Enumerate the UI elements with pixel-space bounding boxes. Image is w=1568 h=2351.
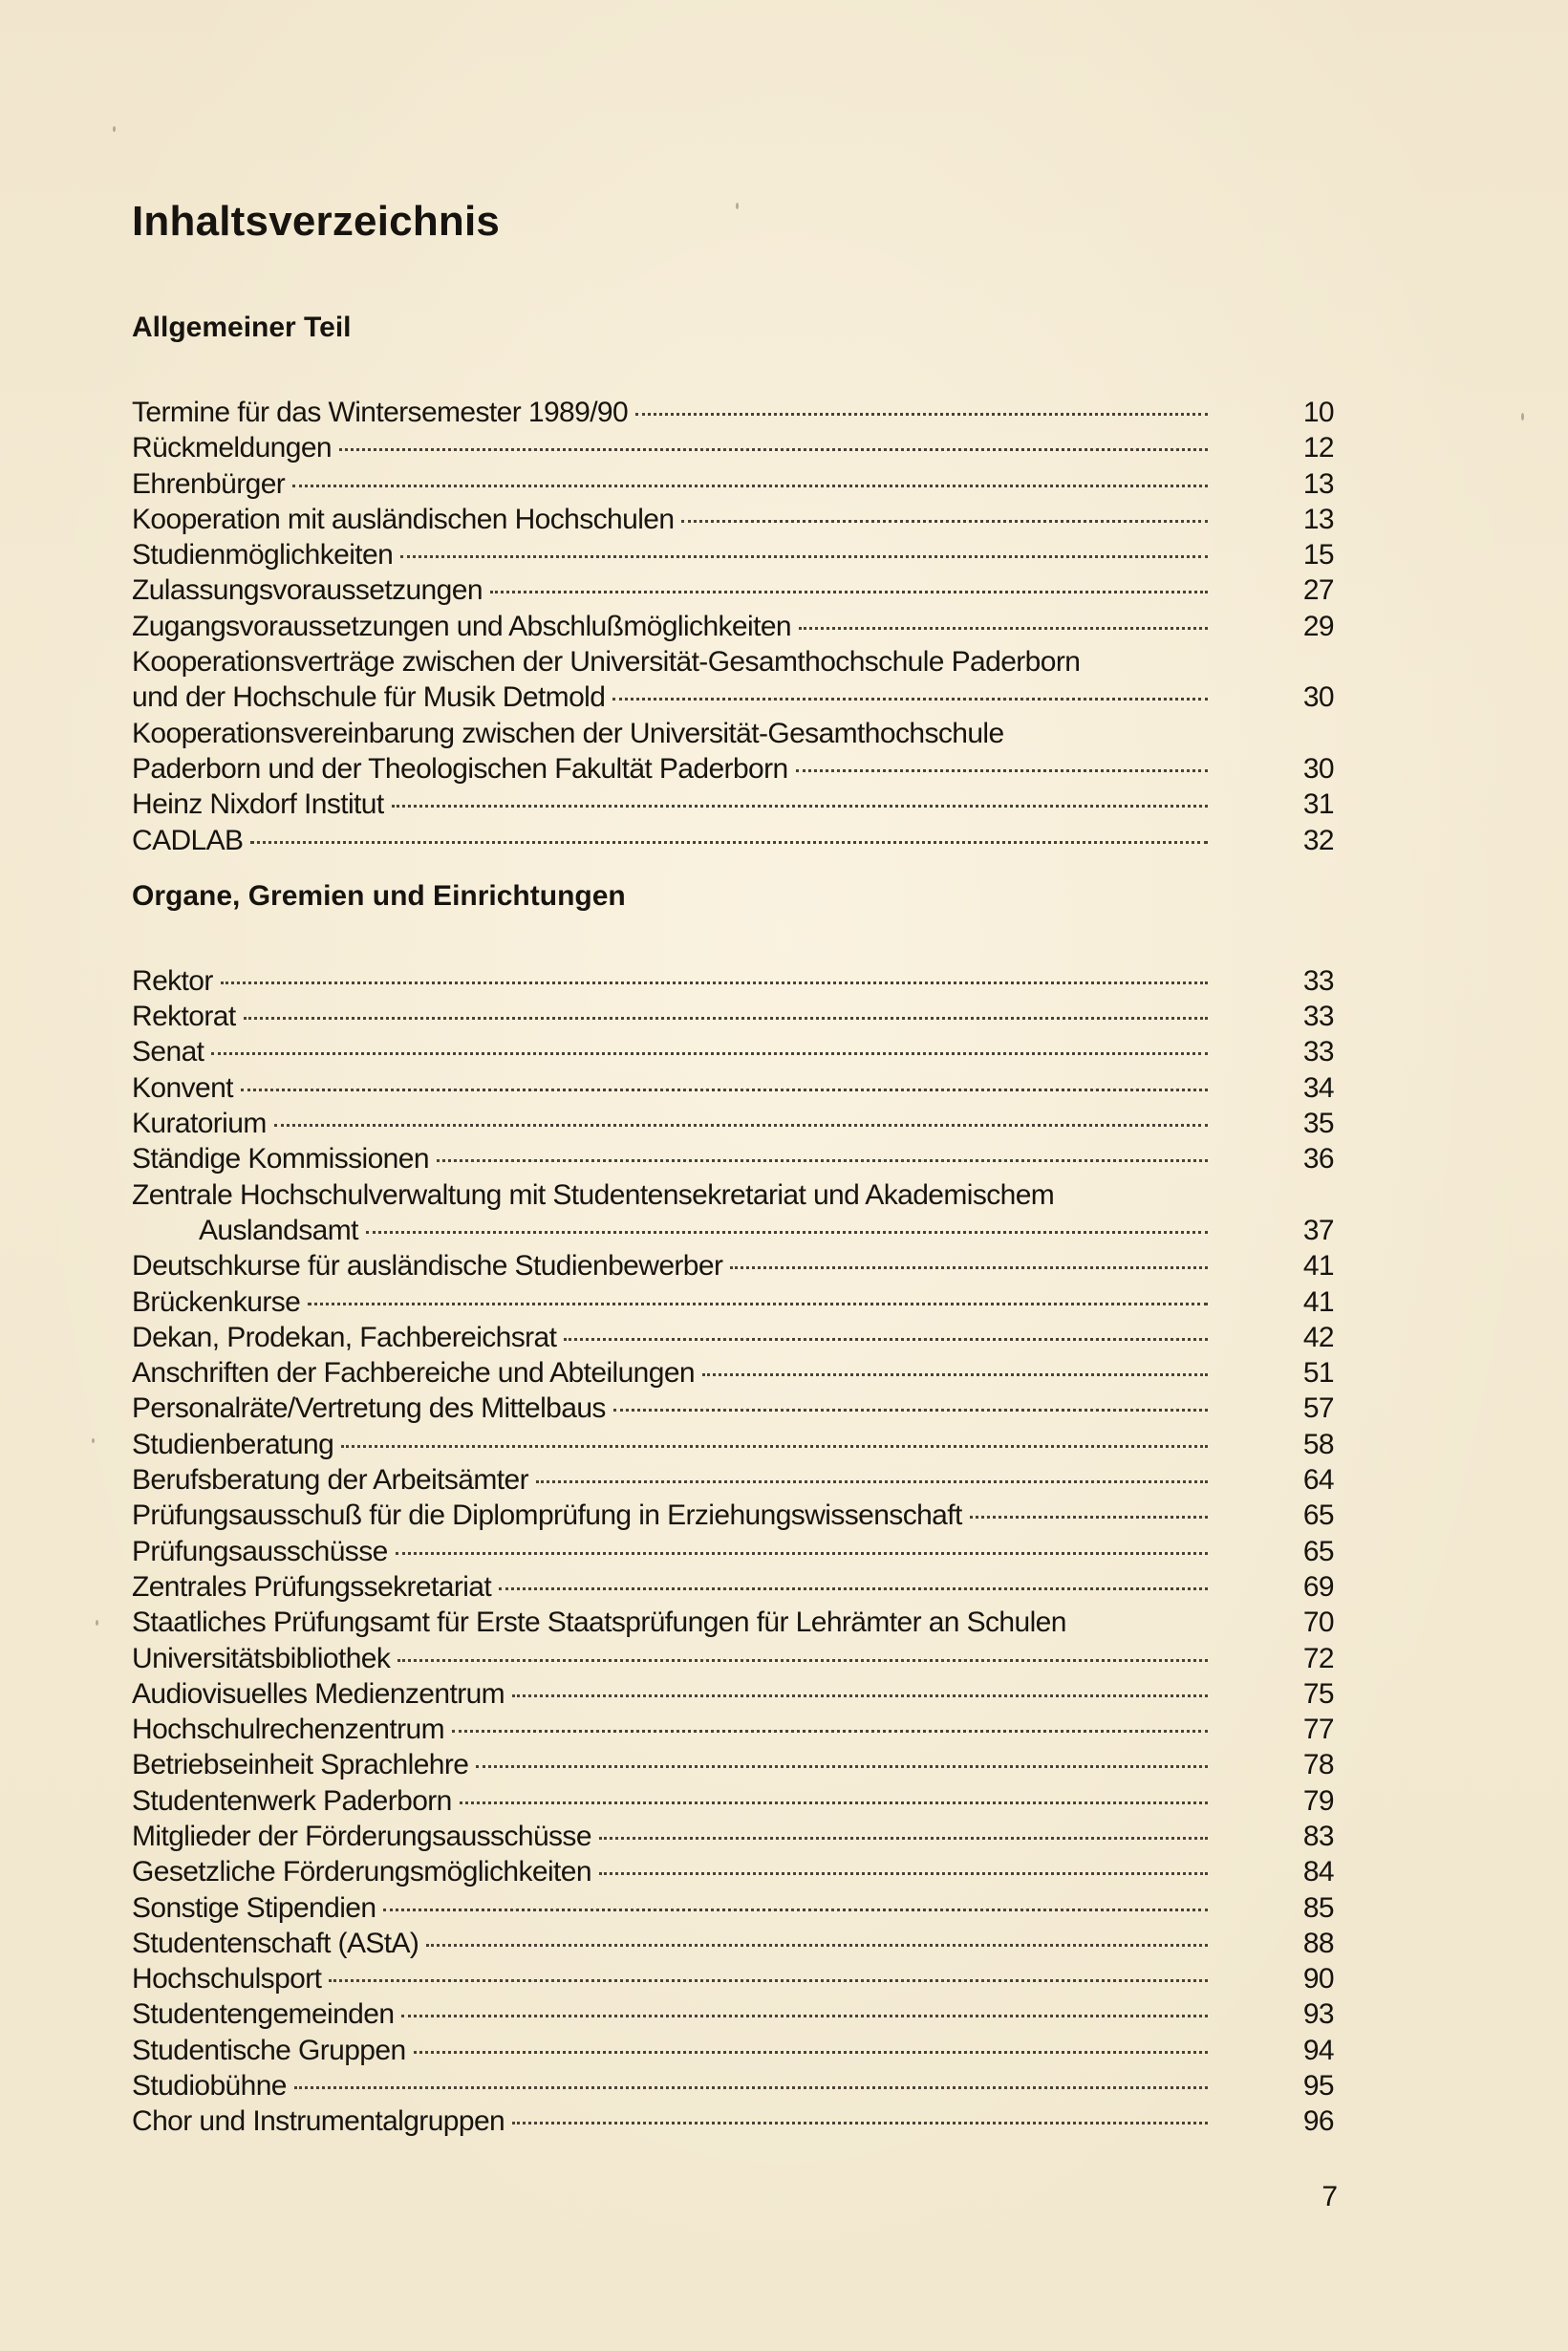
entry-title: Studentengemeinden [132, 1998, 395, 2031]
toc-entry [132, 716, 1334, 787]
paper-speck [113, 126, 116, 132]
entry-page-number: 33 [1302, 1001, 1334, 1033]
entry-title-row [132, 1854, 1210, 1889]
entry-title-row [132, 1070, 1210, 1106]
dot-leader [681, 520, 1208, 523]
entry-title-row [132, 1961, 1210, 1996]
entry-page-number: 96 [1302, 2105, 1334, 2138]
section-heading: Organe, Gremien und Einrichtungen [132, 879, 626, 912]
toc-entry [132, 963, 1334, 999]
toc-entry [132, 1498, 1334, 1533]
entry-title: Studentische Gruppen [132, 2034, 406, 2066]
dot-leader [339, 448, 1208, 451]
dot-leader [308, 1303, 1208, 1305]
toc-entry [132, 537, 1334, 572]
dot-leader [274, 1124, 1208, 1127]
entry-page-number: 65 [1302, 1535, 1334, 1567]
dot-leader [799, 627, 1208, 630]
entry-page-number: 64 [1302, 1464, 1334, 1497]
entry-title-row [132, 1034, 1210, 1069]
dot-leader [437, 1159, 1208, 1162]
toc-entry [132, 1747, 1334, 1782]
entry-page-number: 90 [1302, 1963, 1334, 1995]
entry-page-number: 75 [1302, 1677, 1334, 1710]
entry-title: Rückmeldungen [132, 432, 332, 464]
toc-entry [132, 1961, 1334, 1996]
table-of-contents [132, 196, 1334, 2140]
entry-title: Studiobühne [132, 2070, 287, 2103]
toc-entry [132, 430, 1334, 465]
entry-title: Brückenkurse [132, 1285, 301, 1318]
entry-title-row [132, 787, 1210, 822]
dot-leader [564, 1338, 1208, 1341]
toc-entry [132, 644, 1334, 716]
entry-title: Universitätsbibliothek [132, 1642, 391, 1674]
entry-page-number: 42 [1302, 1321, 1334, 1353]
entry-page-number: 41 [1302, 1285, 1334, 1318]
toc-entry [132, 823, 1334, 858]
dot-leader [512, 1694, 1208, 1697]
dot-leader [970, 1516, 1208, 1519]
toc-entry [132, 1248, 1334, 1283]
entry-page-number: 31 [1302, 788, 1334, 821]
entry-title: Rektorat [132, 1001, 236, 1033]
entry-title-line: Zentrale Hochschulverwaltung mit Studentensekretariat und Akademischem [132, 1178, 1055, 1211]
entry-title-row [132, 2068, 1210, 2103]
toc-entry [132, 1391, 1334, 1426]
toc-entry [132, 572, 1334, 608]
toc-entry [132, 2033, 1334, 2068]
entry-title: Auslandsamt [199, 1214, 358, 1246]
toc-entry [132, 1783, 1334, 1819]
entry-title-row [132, 1534, 1210, 1569]
toc-entry [132, 1141, 1334, 1176]
dot-leader [536, 1480, 1208, 1483]
entry-title-row [132, 1712, 1210, 1747]
dot-leader [796, 769, 1208, 772]
entry-title-row [132, 1747, 1210, 1782]
entry-page-number: 32 [1302, 824, 1334, 856]
entry-title-row [132, 395, 1210, 430]
dot-leader [702, 1373, 1208, 1376]
entry-page-number: 13 [1302, 467, 1334, 500]
toc-entry [132, 502, 1334, 537]
dot-leader [401, 2015, 1208, 2017]
dot-leader [392, 805, 1208, 808]
dot-leader [241, 1089, 1208, 1091]
entry-title-row [132, 1890, 1210, 1926]
toc-entry [132, 2068, 1334, 2103]
entry-page-number: 94 [1302, 2034, 1334, 2066]
entry-title-row [132, 1676, 1210, 1712]
toc-section-allgemeiner-teil [132, 311, 1334, 858]
dot-leader [499, 1587, 1208, 1590]
dot-leader [294, 2086, 1208, 2089]
toc-entry [132, 1070, 1334, 1106]
toc-entry [132, 1355, 1334, 1391]
entry-page-number: 12 [1302, 432, 1334, 464]
entry-page-number: 85 [1302, 1891, 1334, 1924]
dot-leader [329, 1979, 1208, 1982]
dot-leader [612, 698, 1208, 701]
dot-leader [599, 1872, 1208, 1875]
entry-page-number: 34 [1302, 1071, 1334, 1104]
entry-page-number: 77 [1302, 1714, 1334, 1746]
entry-title-row [132, 1783, 1210, 1819]
toc-list [132, 395, 1334, 858]
toc-entry [132, 466, 1334, 502]
entry-page-number: 84 [1302, 1856, 1334, 1888]
entry-page-number: 33 [1302, 1036, 1334, 1068]
toc-entry [132, 2103, 1334, 2139]
entry-title-row [132, 963, 1210, 999]
entry-title-row [132, 1498, 1210, 1533]
dot-leader [426, 1944, 1208, 1947]
entry-title: und der Hochschule für Musik Detmold [132, 681, 606, 714]
toc-entry [132, 609, 1334, 644]
toc-entry [132, 1819, 1334, 1854]
entry-title: Prüfungsausschuß für die Diplomprüfung in Erziehungswissenschaft [132, 1499, 962, 1532]
entry-title: Betriebseinheit Sprachlehre [132, 1749, 469, 1781]
entry-title-row [132, 999, 1210, 1034]
entry-page-number: 15 [1302, 539, 1334, 572]
entry-title-row [132, 537, 1210, 572]
dot-leader [366, 1231, 1208, 1234]
dot-leader [599, 1837, 1208, 1840]
dot-leader [397, 1659, 1208, 1662]
entry-title: CADLAB [132, 824, 244, 856]
entry-page-number: 36 [1302, 1143, 1334, 1176]
toc-entry [132, 1106, 1334, 1141]
toc-entry [132, 1890, 1334, 1926]
entry-title: Deutschkurse für ausländische Studienbewerber [132, 1250, 723, 1283]
entry-title-row [132, 679, 1210, 715]
dot-leader [244, 1017, 1208, 1020]
entry-title: Gesetzliche Förderungsmöglichkeiten [132, 1856, 591, 1888]
toc-entry [132, 1926, 1334, 1961]
entry-title: Hochschulrechenzentrum [132, 1714, 444, 1746]
entry-title: Termine für das Wintersemester 1989/90 [132, 397, 629, 428]
entry-page-number: 65 [1302, 1499, 1334, 1532]
entry-title: Mitglieder der Förderungsausschüsse [132, 1820, 591, 1852]
entry-page-number: 33 [1302, 964, 1334, 997]
entry-title-row [132, 1926, 1210, 1961]
entry-title: Sonstige Stipendien [132, 1891, 376, 1924]
dot-leader [512, 2122, 1208, 2125]
entry-title: Staatliches Prüfungsamt für Erste Staatsprüfungen für Lehrämter an Schulen [132, 1607, 1066, 1639]
toc-entry [132, 999, 1334, 1034]
paper-speck [1521, 413, 1524, 421]
entry-page-number: 35 [1302, 1108, 1334, 1140]
entry-title: Konvent [132, 1071, 233, 1104]
entry-title-line: Kooperationsvereinbarung zwischen der Universität-Gesamthochschule [132, 717, 1004, 749]
paper-speck [96, 1620, 98, 1626]
dot-leader [490, 591, 1208, 593]
entry-title-row [132, 1641, 1210, 1676]
entry-page-number: 30 [1302, 681, 1334, 714]
entry-title: Zugangsvoraussetzungen und Abschlußmöglichkeiten [132, 610, 791, 642]
toc-entry [132, 1996, 1334, 2032]
entry-title: Studienberatung [132, 1428, 334, 1460]
toc-entry [132, 787, 1334, 822]
entry-title-row [132, 823, 1210, 858]
page-title: Inhaltsverzeichnis [132, 198, 501, 245]
entry-title-row [132, 1391, 1210, 1426]
toc-entry [132, 1034, 1334, 1069]
entry-page-number: 29 [1302, 610, 1334, 642]
toc-entry [132, 1284, 1334, 1320]
entry-title: Kooperation mit ausländischen Hochschulen [132, 503, 675, 535]
entry-title-row [132, 1355, 1210, 1391]
entry-title-row [132, 1462, 1210, 1498]
dot-leader [211, 1052, 1208, 1055]
entry-title: Studentenschaft (AStA) [132, 1927, 419, 1959]
entry-title: Ehrenbürger [132, 467, 286, 500]
entry-page-number: 79 [1302, 1784, 1334, 1817]
entry-page-number: 30 [1302, 752, 1334, 785]
entry-title-row [132, 1284, 1210, 1320]
dot-leader [383, 1909, 1208, 1911]
entry-title: Senat [132, 1036, 204, 1068]
page-number: 7 [1321, 2181, 1338, 2212]
entry-page-number: 72 [1302, 1642, 1334, 1674]
entry-title: Chor und Instrumentalgruppen [132, 2105, 505, 2138]
toc-entry [132, 1177, 1334, 1249]
entry-title-row [132, 1819, 1210, 1854]
dot-leader [613, 1409, 1208, 1412]
dot-leader [250, 841, 1208, 844]
dot-leader [400, 555, 1208, 558]
entry-page-number: 13 [1302, 503, 1334, 535]
entry-page-number: 51 [1302, 1357, 1334, 1390]
entry-page-number: 93 [1302, 1998, 1334, 2031]
dot-leader [221, 981, 1208, 984]
entry-title-row [132, 1141, 1210, 1176]
toc-entry [132, 1534, 1334, 1569]
toc-entry [132, 1427, 1334, 1462]
entry-title-row [132, 609, 1210, 644]
dot-leader [396, 1552, 1208, 1555]
entry-title-row [132, 1605, 1210, 1640]
entry-title: Heinz Nixdorf Institut [132, 788, 384, 821]
dot-leader [460, 1801, 1208, 1804]
entry-page-number: 57 [1302, 1392, 1334, 1425]
entry-title: Zulassungsvoraussetzungen [132, 574, 483, 607]
entry-page-number: 88 [1302, 1927, 1334, 1959]
entry-title-row [132, 502, 1210, 537]
entry-title: Studienmöglichkeiten [132, 539, 394, 572]
section-heading: Allgemeiner Teil [132, 312, 352, 343]
toc-entry [132, 1676, 1334, 1712]
entry-page-number: 95 [1302, 2070, 1334, 2103]
entry-page-number: 78 [1302, 1749, 1334, 1781]
entry-title: Studentenwerk Paderborn [132, 1784, 452, 1817]
entry-page-number: 70 [1302, 1607, 1334, 1639]
entry-title-row [132, 572, 1210, 608]
entry-page-number: 10 [1302, 397, 1334, 428]
entry-title: Ständige Kommissionen [132, 1143, 429, 1176]
dot-leader [476, 1765, 1208, 1768]
entry-page-number: 83 [1302, 1820, 1334, 1852]
toc-entry [132, 1605, 1334, 1640]
entry-title-row [132, 2103, 1210, 2139]
entry-title-row [132, 1427, 1210, 1462]
entry-title-row [132, 1106, 1210, 1141]
entry-title-row [132, 430, 1210, 465]
entry-title: Berufsberatung der Arbeitsämter [132, 1464, 528, 1497]
toc-entry [132, 1320, 1334, 1355]
entry-title-row [132, 1213, 1210, 1248]
toc-section-organe [132, 879, 1334, 2140]
toc-entry [132, 1569, 1334, 1605]
entry-title-row [132, 1569, 1210, 1605]
dot-leader [341, 1445, 1208, 1448]
entry-page-number: 41 [1302, 1250, 1334, 1283]
entry-title-line: Kooperationsverträge zwischen der Universität-Gesamthochschule Paderborn [132, 646, 1081, 679]
toc-entry [132, 395, 1334, 430]
paper-speck [92, 1438, 95, 1443]
entry-title: Zentrales Prüfungssekretariat [132, 1570, 492, 1603]
entry-page-number: 27 [1302, 574, 1334, 607]
toc-entry [132, 1641, 1334, 1676]
entry-title: Dekan, Prodekan, Fachbereichsrat [132, 1321, 557, 1353]
entry-title-row [132, 1320, 1210, 1355]
entry-title: Hochschulsport [132, 1963, 322, 1995]
entry-title-row [132, 1996, 1210, 2032]
toc-entry [132, 1462, 1334, 1498]
toc-entry [132, 1712, 1334, 1747]
entry-title: Anschriften der Fachbereiche und Abteilungen [132, 1357, 696, 1390]
entry-title: Audiovisuelles Medienzentrum [132, 1677, 505, 1710]
dot-leader [730, 1266, 1208, 1269]
entry-page-number: 58 [1302, 1428, 1334, 1460]
entry-title: Rektor [132, 964, 213, 997]
entry-title: Kuratorium [132, 1108, 267, 1140]
entry-title-row [132, 1248, 1210, 1283]
entry-title: Personalräte/Vertretung des Mittelbaus [132, 1392, 606, 1425]
entry-title: Paderborn und der Theologischen Fakultät Paderborn [132, 752, 788, 785]
dot-leader [292, 485, 1208, 487]
entry-title: Prüfungsausschüsse [132, 1535, 388, 1567]
dot-leader [452, 1730, 1208, 1733]
toc-entry [132, 1854, 1334, 1889]
entry-title-row [132, 2033, 1210, 2068]
toc-list [132, 963, 1334, 2140]
entry-title-row [132, 466, 1210, 502]
entry-page-number: 37 [1302, 1214, 1334, 1246]
dot-leader [635, 413, 1208, 416]
dot-leader [414, 2051, 1208, 2054]
entry-page-number: 69 [1302, 1570, 1334, 1603]
entry-title-row [132, 751, 1210, 787]
